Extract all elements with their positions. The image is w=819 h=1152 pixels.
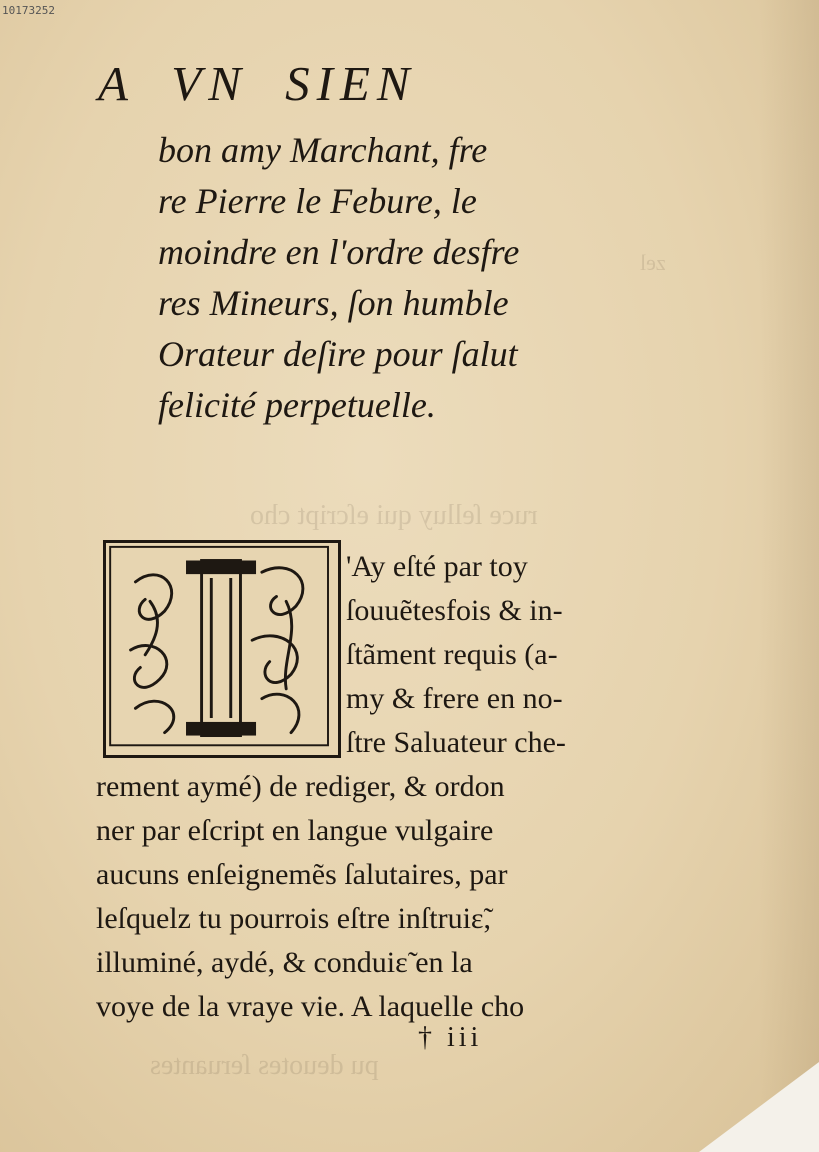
dedication-heading: [158, 125, 658, 431]
library-stamp: 10173252: [2, 4, 55, 17]
body-line: illuminé, aydé, & conduiɛ̃ en la: [96, 946, 473, 979]
body-text: [96, 545, 636, 1029]
heading-line: bon amy Marchant, fre: [158, 130, 488, 170]
show-through-text: zel: [640, 250, 666, 275]
page-title: A VN SIEN: [98, 56, 417, 111]
signature-mark: † iii: [418, 1022, 483, 1053]
torn-corner: [699, 1062, 819, 1152]
body-line: ſtre Saluateur che-: [346, 726, 566, 759]
body-line: ner par eſcript en langue vulgaire: [96, 814, 494, 847]
body-line: ſtãment requis (a-: [346, 638, 558, 671]
heading-line: res Mineurs, ſon humble: [158, 283, 509, 323]
body-line: ſouuẽtesfois & in-: [346, 594, 563, 627]
heading-line: felicité perpetuelle.: [158, 385, 436, 425]
body-line: rement aymé) de rediger, & ordon: [96, 770, 505, 803]
body-line: leſquelz tu pourrois eſtre inſtruiɛ̃,: [96, 902, 491, 935]
heading-line: Orateur deſire pour ſalut: [158, 334, 518, 374]
show-through-text: pu deuotes ſeruantes: [150, 1050, 379, 1081]
body-line: my & frere en no-: [346, 682, 563, 715]
heading-line: moindre en l'ordre desfre: [158, 232, 520, 272]
body-line: voye de la vraye vie. A laquelle cho: [96, 990, 525, 1023]
body-line: aucuns enſeignemẽs ſalutaires, par: [96, 858, 508, 891]
show-through-text: ruce ſelluy qui eſcript cho: [250, 500, 538, 531]
body-line: 'Ay eſté par toy: [346, 550, 528, 583]
page-edge-shadow: [759, 0, 819, 1152]
heading-line: re Pierre le Febure, le: [158, 181, 477, 221]
